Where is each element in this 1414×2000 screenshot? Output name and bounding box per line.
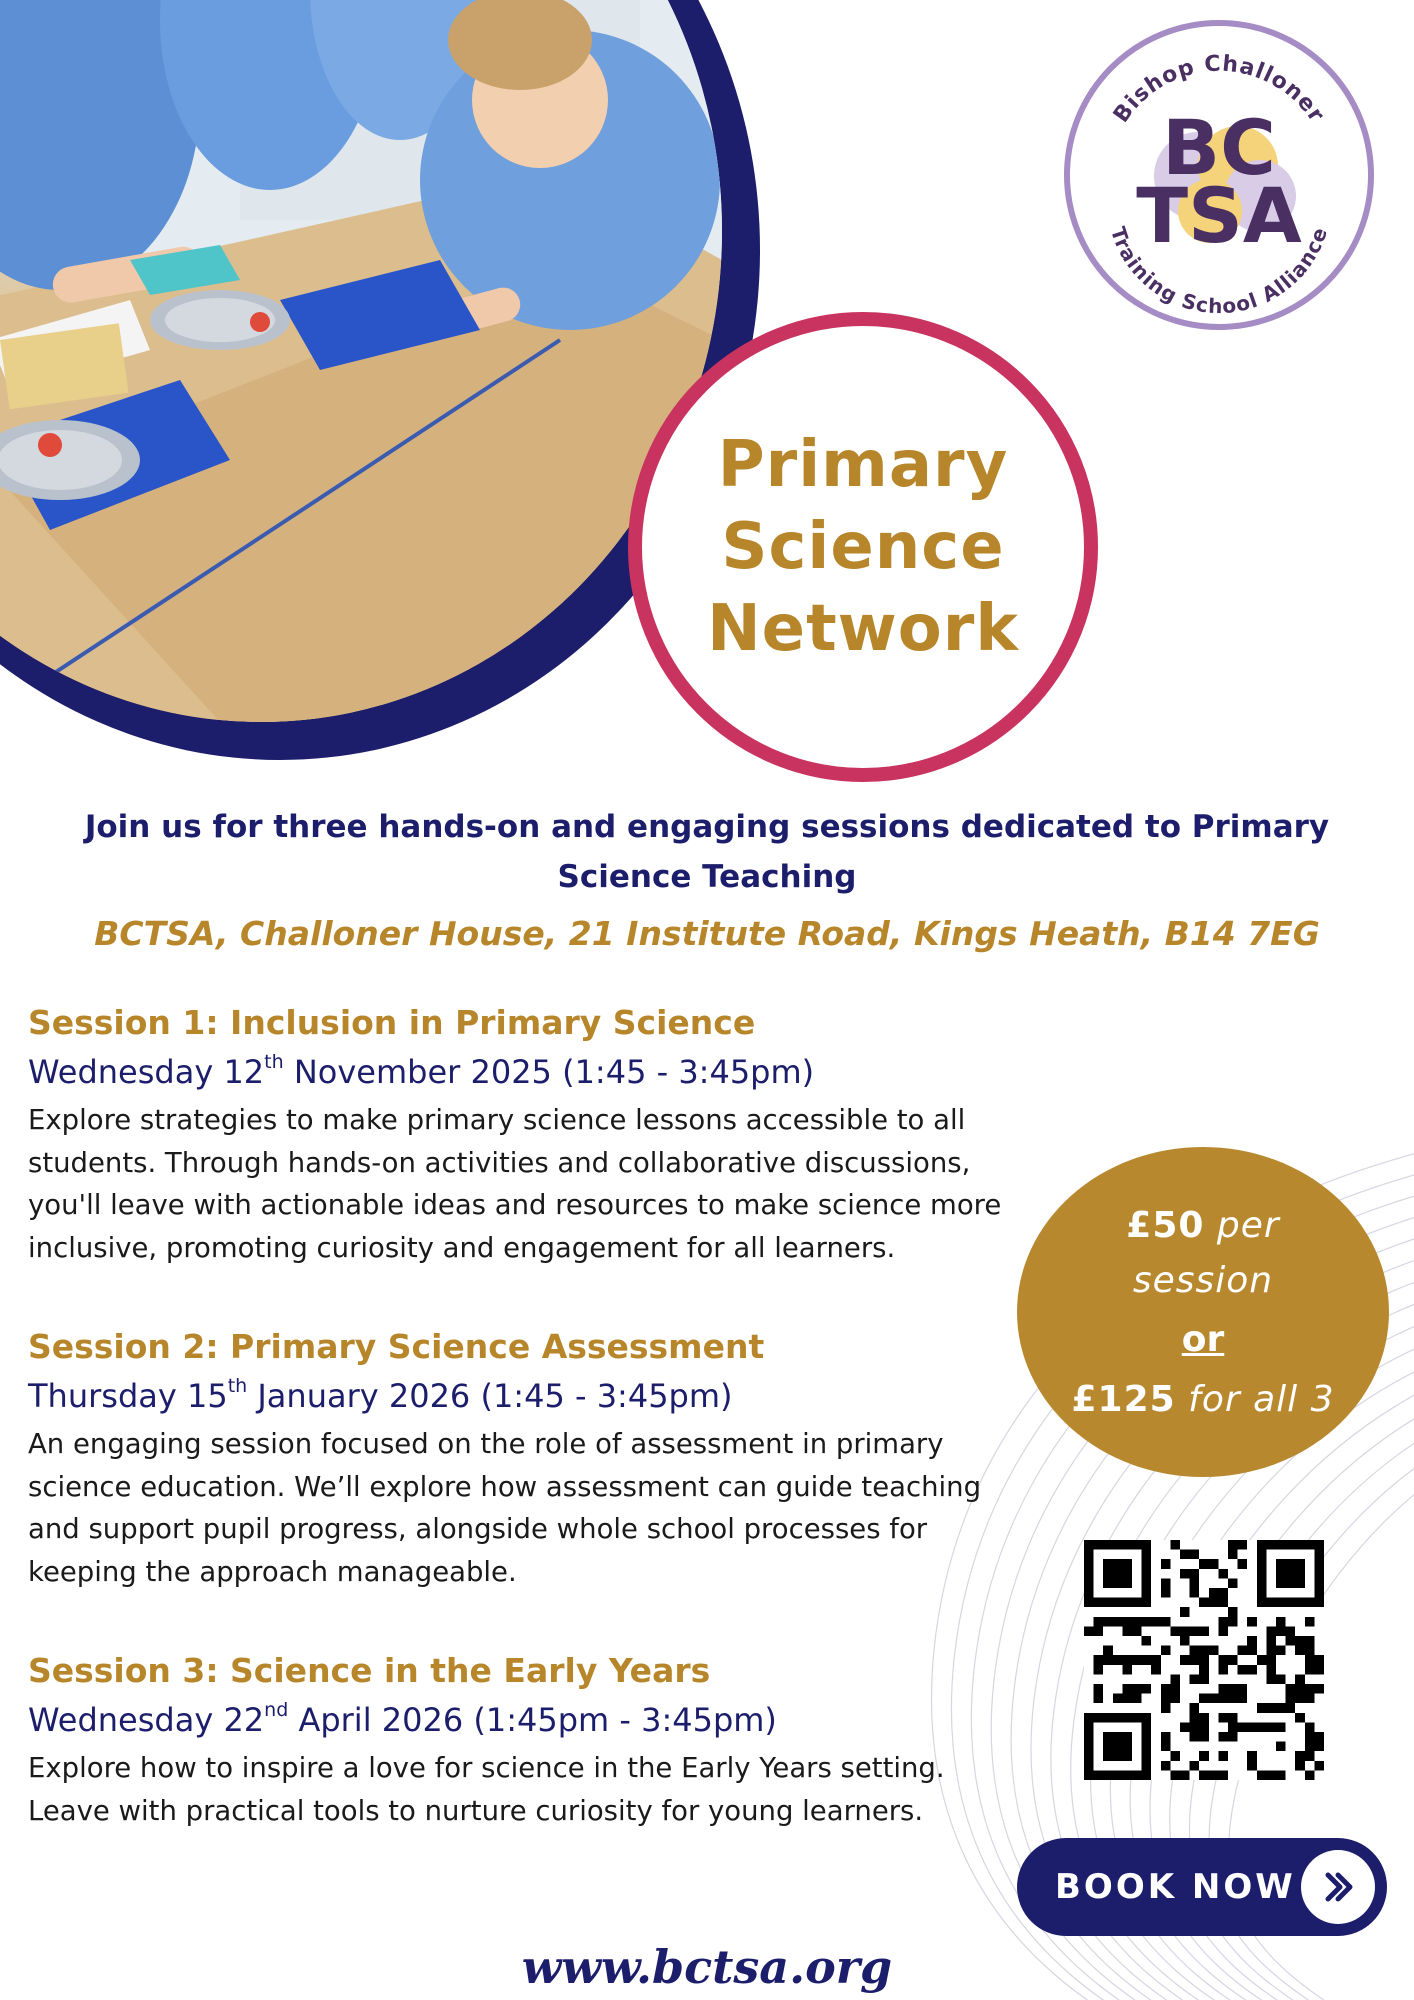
price-single-label-1: per (1216, 1204, 1280, 1246)
page-title (707, 424, 1019, 670)
intro-text: Join us for three hands-on and engaging sessions dedicated to Primary Science Teaching (84, 809, 1330, 895)
qr-code[interactable] (1084, 1540, 1324, 1780)
logo-top-text: Bishop Challoner (1109, 51, 1330, 128)
price-or: or (1181, 1318, 1225, 1360)
book-now-button[interactable] (1017, 1838, 1387, 1936)
hero-photo (0, 0, 722, 722)
venue-address: BCTSA, Challoner House, 21 Institute Road, Kings Heath, B14 7EG (94, 914, 1320, 953)
price-badge (1017, 1147, 1389, 1477)
session-3 (28, 1649, 1028, 1832)
session-1-description: Explore strategies to make primary science lessons accessible to all students. Through hands-on activities and collaborative discussions, you'll leave with actionable ideas and resources to make science more inclusive, promoting curiosity and engagement for all learners. (28, 1104, 1002, 1264)
title-line-1: Primary (717, 428, 1009, 502)
session-3-date: Wednesday 22nd April 2026 (1:45pm - 3:45pm) (28, 1699, 777, 1739)
session-2-date: Thursday 15th January 2026 (1:45 - 3:45pm) (28, 1375, 733, 1415)
session-3-title: Session 3: Science in the Early Years (28, 1651, 711, 1690)
title-circle (628, 312, 1098, 782)
session-2-title: Session 2: Primary Science Assessment (28, 1327, 765, 1366)
title-line-2: Science (721, 510, 1005, 584)
session-1-title: Session 1: Inclusion in Primary Science (28, 1003, 756, 1042)
website-link[interactable]: www.bctsa.org (521, 1940, 893, 1994)
session-2 (28, 1325, 1028, 1593)
bctsa-logo (1060, 16, 1378, 334)
session-1-date: Wednesday 12th November 2025 (1:45 - 3:45pm) (28, 1051, 815, 1091)
hero-photo-frame (0, 0, 760, 760)
session-3-description: Explore how to inspire a love for science in the Early Years setting. Leave with practical tools to nurture curiosity for young learners. (28, 1752, 945, 1827)
logo-mark-line-2: TSA (1136, 171, 1302, 260)
price-single-label-2: session (1132, 1259, 1274, 1301)
price-bundle-amount: £125 (1071, 1378, 1176, 1420)
double-chevron-right-icon (1301, 1850, 1375, 1924)
title-line-3: Network (707, 592, 1019, 666)
classroom-illustration (0, 0, 722, 722)
session-1 (28, 1001, 1028, 1269)
book-now-label: BOOK NOW (1055, 1867, 1296, 1907)
logo-bottom-text: Training School Alliance (1105, 223, 1333, 319)
session-2-description: An engaging session focused on the role of assessment in primary science education. We’ll explore how assessment can guide teaching and support pupil progress, alongside whole school processes for keeping the approach manageable. (28, 1428, 982, 1588)
price-bundle-label: for all 3 (1188, 1378, 1335, 1420)
logo-mark-line-1: BC (1162, 103, 1276, 192)
price-single-amount: £50 (1126, 1204, 1205, 1246)
